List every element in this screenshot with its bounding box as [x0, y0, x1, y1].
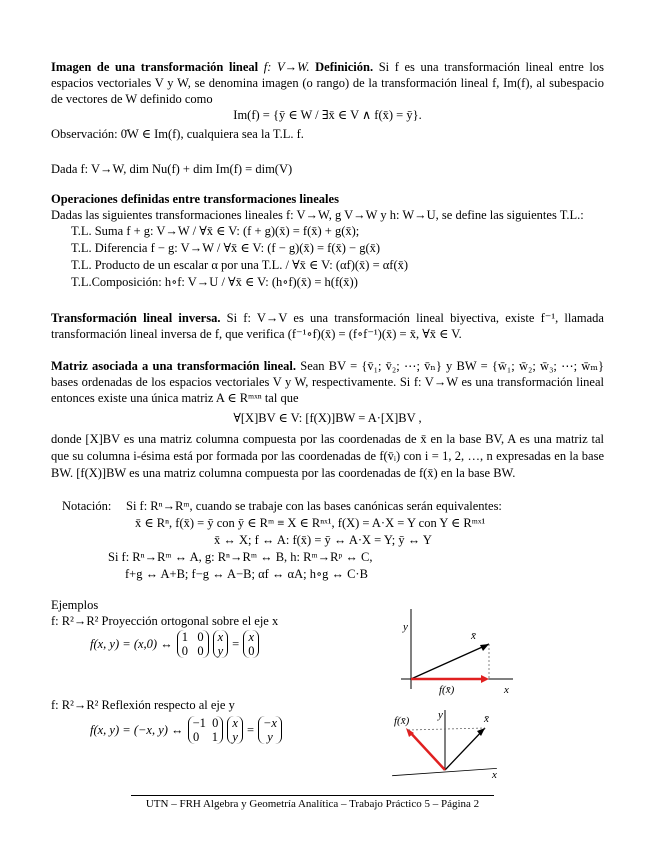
imagen-dimension: Dada f: V→W, dim Nu(f) + dim Im(f) = dim(V) — [51, 162, 293, 176]
inversa-title: Transformación lineal inversa. — [51, 311, 221, 325]
ejemplo1-image-arrowhead — [481, 675, 489, 683]
notacion-line2: x̄ ∈ Rⁿ, f(x̄) = ȳ con ȳ ∈ Rᵐ ≡ X ∈ Rⁿˣ¹, f(X) = A·X = Y con Y ∈ Rᵐˣ¹ — [135, 516, 486, 530]
ejemplo1-equation — [90, 630, 259, 658]
ejemplo2-desc: f: R²→R² Reflexión respecto al eje y — [51, 698, 235, 712]
imagen-observacion: Observación: 0̄W ∈ Im(f), cualquiera sea la T.L. f. — [51, 127, 304, 141]
notacion-label: Notación: — [62, 499, 112, 513]
ejemplos-title: Ejemplos — [51, 598, 99, 612]
ejemplo1-vec-label: x̄ — [471, 630, 476, 642]
notacion-line3: x̄ ↔ X; f ↔ A: f(x̄) = ȳ ↔ A·X = Y; ȳ ↔ Y — [214, 533, 432, 547]
ejemplo1-vector-arrow — [411, 644, 489, 679]
operacion-composicion: T.L.Composición: h∘f: V→U / ∀x̄ ∈ V: (h∘f)(x̄) = h(f(x̄)) — [71, 275, 358, 289]
imagen-text: Si f es una transformación lineal entre los espacios vectoriales V y W, se denomina imagen (o rango) de la transformación lineal f, Im(f), al subespacio de vectores de W definido como — [51, 60, 604, 106]
ejemplo2-figure — [392, 700, 510, 785]
ejemplo1-vector-arrowhead — [480, 644, 489, 651]
inversa-text: Si f: V→V es una transformación lineal biyectiva, existe f⁻¹, llamada transformación lineal inversa de f, que verifica (f⁻¹∘f)(x̄) = (f∘f⁻¹)(x̄) = x̄, ∀x̄ ∈ V. — [51, 311, 604, 341]
matriz-text2: donde [X]BV es una matriz columna compuesta por las coordenadas de x̄ en la base BV, A es una matriz tal que su columna i-ésima está por formada por las coordenadas de f(v̄ᵢ) con i = 1, 2, …, n expresadas en la base BW. [f(X)]BW es una matriz columna compuesta por las coordenadas de f(x̄) en la base BW. — [51, 432, 604, 480]
ejemplo1-desc: f: R²→R² Proyección ortogonal sobre el eje x — [51, 614, 279, 628]
ejemplo2-matrix: −1 0 0 1 — [188, 716, 224, 744]
notacion-line5: f+g ↔ A+B; f−g ↔ A−B; αf ↔ αA; h∘g ↔ C·B — [125, 567, 368, 581]
ejemplo2-reflection-line — [408, 728, 485, 730]
inversa-paragraph — [51, 310, 604, 342]
matriz-title: Matriz asociada a una transformación lineal. — [51, 359, 297, 373]
ejemplo2-equals: = — [246, 723, 254, 737]
operaciones-intro: Dadas las siguientes transformaciones lineales f: V→W, g V→W y h: W→U, se define las siguientes T.L.: — [51, 208, 584, 222]
imagen-paragraph — [51, 59, 604, 107]
matriz-formula: ∀[X]BV ∈ V: [f(X)]BW = A·[X]BV , — [233, 411, 422, 425]
ejemplo2-equation — [90, 716, 282, 744]
ejemplo2-vector-arrow — [445, 728, 485, 770]
operacion-producto-escalar: T.L. Producto de un escalar α por una T.L. / ∀x̄ ∈ V: (αf)(x̄) = αf(x̄) — [71, 258, 409, 272]
ejemplo1-vector: x y — [213, 630, 229, 658]
ejemplo1-equals: = — [232, 637, 240, 651]
ejemplo1-img-label: f(x̄) — [439, 684, 455, 696]
imagen-formula: Im(f) = {ȳ ∈ W / ∃x̄ ∈ V ∧ f(x̄) = ȳ}. — [233, 108, 422, 122]
ejemplo1-figure — [393, 604, 523, 696]
operaciones-title: Operaciones definidas entre transformaciones lineales — [51, 192, 339, 206]
operacion-diferencia: T.L. Diferencia f − g: V→W / ∀x̄ ∈ V: (f − g)(x̄) = f(x̄) − g(x̄) — [71, 241, 381, 255]
imagen-def-label: Definición. — [315, 60, 374, 74]
notacion-line4: Si f: Rⁿ→Rᵐ ↔ A, g: Rⁿ→Rᵐ ↔ B, h: Rᵐ→Rᵖ ↔ C, — [108, 550, 373, 564]
ejemplo1-lhs: f(x, y) = (x,0) ↔ — [90, 637, 173, 651]
ejemplo1-result: x 0 — [243, 630, 259, 658]
ejemplo2-y-label: y — [438, 709, 443, 721]
ejemplo1-y-label: y — [403, 621, 408, 633]
ejemplo2-x-label: x — [492, 769, 497, 781]
notacion-line1: Si f: Rⁿ→Rᵐ, cuando se trabaje con las bases canónicas serán equivalentes: — [126, 499, 502, 513]
ejemplo2-vector: x y — [227, 716, 243, 744]
ejemplo1-x-label: x — [504, 684, 509, 696]
imagen-title: Imagen de una transformación lineal — [51, 60, 259, 74]
page-footer: UTN – FRH Algebra y Geometría Analítica – Trabajo Práctico 5 – Página 2 — [145, 798, 480, 810]
ejemplo2-img-label: f(x̄) — [394, 715, 410, 727]
matriz-text1: Sean BV = {v̄₁; v̄₂; ⋯; v̄ₙ} y BW = {w̄₁; w̄₂; w̄₃; ⋯; w̄ₘ} bases ordenadas de los espacios vectoriales V y W, respectivamente. Si f: V→W es una transformación lineal entonces existe una única matriz A ∈ Rᵐˣⁿ tal que — [51, 359, 604, 405]
ejemplo2-result: −x y — [258, 716, 282, 744]
ejemplo2-lhs: f(x, y) = (−x, y) ↔ — [90, 723, 184, 737]
operacion-suma: T.L. Suma f + g: V→W / ∀x̄ ∈ V: (f + g)(x̄) = f(x̄) + g(x̄); — [71, 224, 360, 238]
footer-rule — [131, 795, 494, 796]
imagen-fsig: f: V→W. — [263, 60, 310, 74]
ejemplo2-vec-label: x̄ — [484, 713, 489, 725]
ejemplo2-image-vector — [408, 730, 445, 770]
ejemplo1-matrix: 1 0 0 0 — [177, 630, 209, 658]
matriz-paragraph — [51, 358, 604, 406]
